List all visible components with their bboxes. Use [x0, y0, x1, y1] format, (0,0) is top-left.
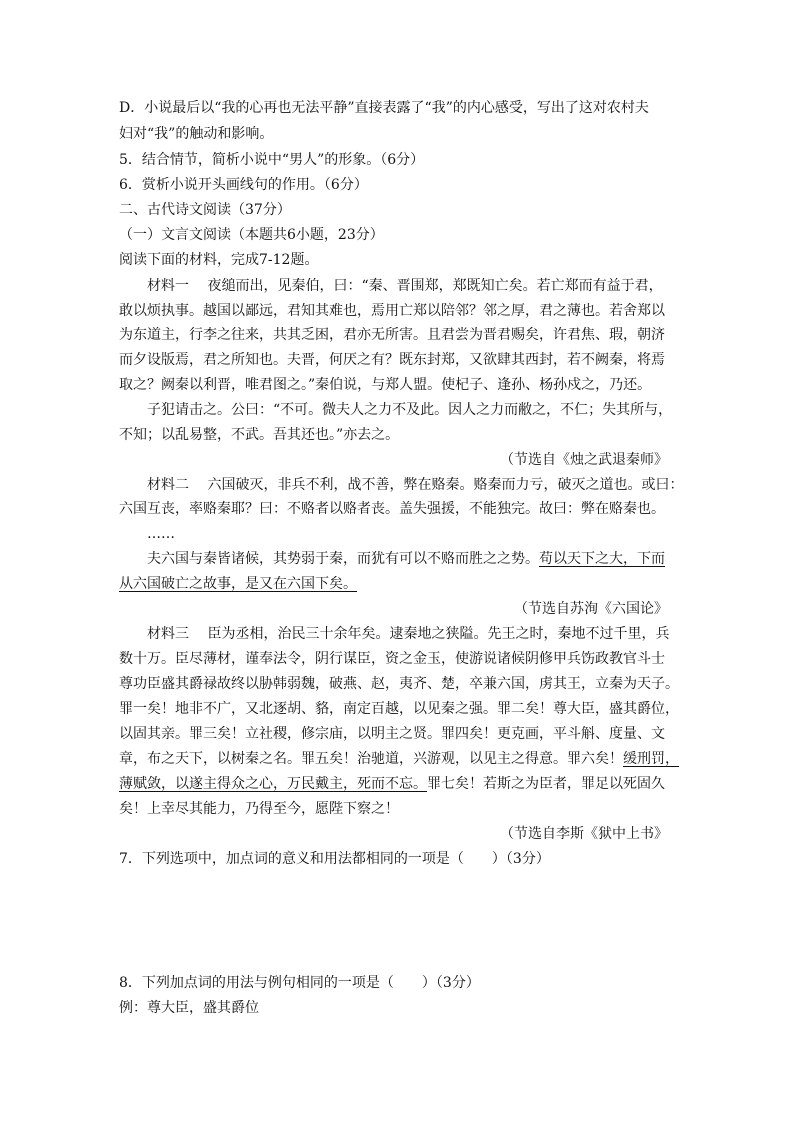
material-1-line: 子犯请击之。公曰：“不可。微夫人之力不及此。因人之力而敝之，不仁；失其所与， [147, 402, 673, 418]
question-8: 8．下列加点词的用法与例句相同的一项是（ ）（3分） [119, 975, 480, 991]
source-citation: （节选自《烛之武退秦师》 [500, 452, 668, 468]
material-3-line: 罪一矣！地非不广，又北逐胡、貉，南定百越，以见秦之强。罪二矣！尊大臣，盛其爵位， [119, 701, 679, 717]
underlined-sentence: 苟以天下之大，下而 [539, 551, 665, 567]
material-3-line: 尊功臣盛其爵禄故终以胁韩弱魏，破燕、赵，夷齐、楚，卒兼六国，虏其王，立秦为天子。 [119, 676, 679, 692]
material-1-line: 为东道主，行李之往来，共其乏困，君亦无所害。且君尝为晋君赐矣，许君焦、瑕，朝济 [119, 327, 665, 343]
underlined-sentence: 缓刑罚， [623, 751, 679, 767]
subsection-heading: （一）文言文阅读（本题共6小题，23分） [119, 227, 384, 243]
underlined-sentence: 从六国破亡之故事，是又在六国下矣。 [119, 576, 357, 592]
ellipsis: …… [147, 526, 175, 542]
underlined-sentence: 薄赋敛，以遂主得众之心，万民戴主，死而不忘。 [119, 776, 427, 792]
material-3-line: 以固其亲。罪三矣！立社稷，修宗庙，以明主之贤。罪四矣！更克画，平斗斛、度量、文 [119, 726, 665, 742]
text-span: 章，布之天下，以树秦之名。罪五矣！治驰道，兴游观，以见主之得意。罪六矣！ [119, 751, 623, 767]
material-2-line: 六国互丧，率赂秦耶？曰：不赂者以赂者丧。盖失强援，不能独完。故曰：弊在赂秦也。 [119, 501, 665, 517]
text-span: 罪七矣！若斯之为臣者，罪足以死固久 [427, 776, 665, 792]
question-7: 7．下列选项中，加点词的意义和用法都相同的一项是（ ）（3分） [119, 851, 550, 867]
material-1-line: 材料一 夜缒而出，见秦伯，曰：“秦、晋围郑，郑既知亡矣。若亡郑而有益于君， [147, 278, 663, 294]
material-3-line: 矣！上幸尽其能力，乃得至今，愿陛下察之！ [119, 801, 399, 817]
material-2-line: 材料二 六国破灭，非兵不利，战不善，弊在赂秦。赂秦而力亏，破灭之道也。或曰： [147, 477, 684, 493]
material-3-line: 材料三 臣为丞相，治民三十余年矣。逮秦地之狭隘。先王之时，秦地不过千里，兵 [147, 626, 670, 642]
material-1-line: 取之？阙秦以利晋，唯君图之。”秦伯说，与郑人盟。使杞子、逢孙、杨孙戍之，乃还。 [119, 377, 652, 393]
text-line: D．小说最后以“我的心再也无法平静”直接表露了“我”的内心感受，写出了这对农村夫 [119, 100, 649, 116]
question-5: 5．结合情节，简析小说中“男人”的形象。（6分） [119, 152, 425, 168]
source-citation: （节选自苏洵《六国论》 [514, 601, 668, 617]
material-2-line [119, 572, 679, 596]
text-line: 妇对“我”的触动和影响。 [119, 126, 274, 142]
instruction: 阅读下面的材料，完成7-12题。 [119, 252, 319, 268]
material-1-line: 敢以烦执事。越国以鄙远，君知其难也，焉用亡郑以陪邻？邻之厚，君之薄也。若舍郑以 [119, 303, 665, 319]
material-1-line: 而夕设版焉，君之所知也。夫晋，何厌之有？既东封郑，又欲肆其西封，若不阙秦，将焉 [119, 352, 665, 368]
material-1-line: 不知；以乱易整，不武。吾其还也。”亦去之。 [119, 427, 400, 443]
material-2-line [147, 547, 707, 571]
material-3-line [119, 747, 679, 771]
material-3-line [119, 772, 679, 796]
material-3-line: 数十万。臣尽薄材，谨奉法令，阴行谋臣，资之金玉，使游说诸候阴修甲兵饬政教官斗士 [119, 651, 665, 667]
example-line: 例：尊大臣，盛其爵位 [119, 1000, 259, 1016]
source-citation: （节选自李斯《狱中上书》 [500, 826, 668, 842]
section-heading: 二、古代诗文阅读（37分） [119, 202, 291, 218]
text-span: 夫六国与秦皆诸候，其势弱于秦，而犹有可以不赂而胜之之势。 [147, 551, 539, 567]
question-6: 6．赏析小说开头画线句的作用。（6分） [119, 177, 368, 193]
